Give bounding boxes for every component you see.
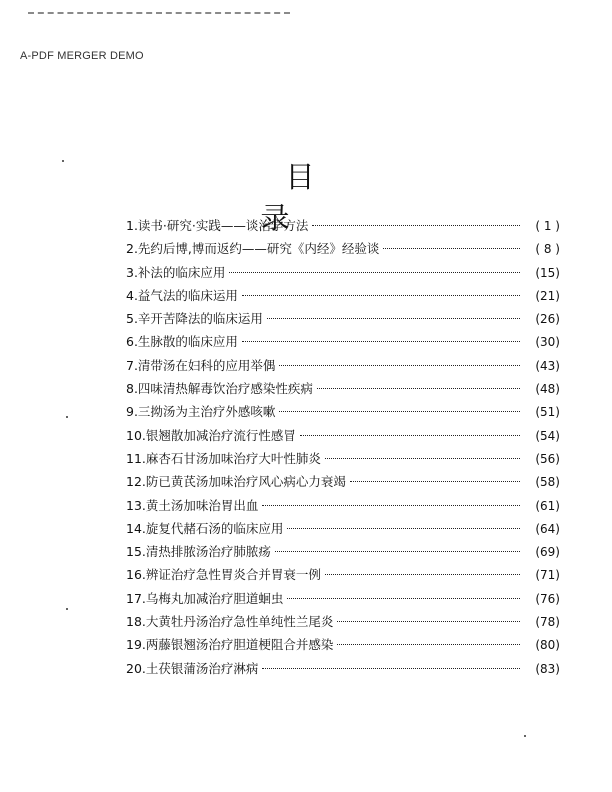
toc-leader-dots — [325, 458, 520, 459]
toc-entry-page: (64) — [535, 521, 560, 536]
toc-entry-page: (83) — [535, 661, 560, 676]
toc-entry — [126, 449, 560, 472]
toc-entry-page: (80) — [535, 638, 560, 653]
scan-speck — [66, 608, 68, 610]
toc-entry-page: (26) — [535, 312, 560, 327]
toc-entry-title: 15.清热排脓汤治疗肺脓疡 — [126, 544, 271, 560]
toc-entry-page: (56) — [535, 451, 560, 466]
toc-entry-page: (15) — [535, 265, 560, 280]
toc-entry-title: 1.读书·研究·实践——谈治学方法 — [126, 218, 309, 233]
toc-entry-page: (51) — [535, 405, 560, 420]
toc-leader-dots — [312, 225, 520, 226]
toc-entry — [126, 659, 560, 682]
toc-entry-title: 6.生脉散的临床应用 — [126, 334, 238, 350]
toc-leader-dots — [267, 318, 520, 319]
toc-entry — [126, 612, 560, 635]
toc-entry-title: 13.黄土汤加味治胃出血 — [126, 497, 259, 513]
toc-entry-title: 5.辛开苦降法的临床运用 — [126, 311, 263, 327]
toc-entry — [126, 565, 560, 588]
toc-entry-page: (58) — [535, 475, 560, 490]
toc-leader-dots — [317, 388, 520, 389]
toc-entry-page: (71) — [535, 568, 560, 583]
toc-entry-page: (78) — [535, 615, 560, 630]
toc-entry — [126, 519, 560, 542]
toc-entry-page: (30) — [535, 335, 560, 350]
toc-entry-page: (61) — [535, 498, 560, 513]
toc-leader-dots — [287, 528, 520, 529]
toc-entry-title: 7.清带汤在妇科的应用举偶 — [126, 357, 276, 373]
page-title: 目 录 — [260, 160, 365, 235]
toc-entry-page: (21) — [535, 288, 560, 303]
toc-leader-dots — [242, 295, 520, 296]
toc-entry-page: ( 8 ) — [535, 242, 560, 257]
toc-leader-dots — [279, 411, 520, 412]
toc-leader-dots — [262, 505, 520, 506]
toc-entry — [126, 216, 560, 239]
table-of-contents — [126, 216, 560, 682]
toc-entry-title: 20.土茯银蒲汤治疗淋病 — [126, 660, 259, 676]
toc-leader-dots — [383, 248, 520, 249]
toc-entry-page: (54) — [535, 428, 560, 443]
watermark-text: A-PDF MERGER DEMO — [20, 50, 144, 62]
toc-entry — [126, 589, 560, 612]
toc-entry-title: 16.辨证治疗急性胃炎合并胃衰一例 — [126, 567, 321, 583]
toc-leader-dots — [279, 365, 520, 366]
toc-entry-title: 3.补法的临床应用 — [126, 264, 226, 280]
toc-entry — [126, 286, 560, 309]
toc-entry — [126, 496, 560, 519]
toc-entry — [126, 402, 560, 425]
scan-speck — [66, 416, 68, 418]
toc-entry-page: ( 1 ) — [535, 219, 560, 233]
toc-entry — [126, 309, 560, 332]
toc-leader-dots — [350, 481, 520, 482]
toc-entry-title: 19.两藤银翘汤治疗胆道梗阻合并感染 — [126, 637, 334, 653]
scan-speck — [524, 735, 526, 737]
toc-entry — [126, 356, 560, 379]
toc-entry-title: 2.先约后博,博而返约——研究《内经》经验谈 — [126, 241, 380, 257]
toc-entry — [126, 635, 560, 658]
toc-leader-dots — [229, 272, 520, 273]
toc-leader-dots — [337, 644, 520, 645]
toc-entry-title: 8.四味清热解毒饮治疗感染性疾病 — [126, 381, 313, 397]
toc-entry-title: 11.麻杏石甘汤加味治疗大叶性肺炎 — [126, 450, 321, 466]
toc-entry-page: (43) — [535, 358, 560, 373]
toc-entry-title: 18.大黄牡丹汤治疗急性单纯性兰尾炎 — [126, 614, 334, 630]
toc-entry — [126, 239, 560, 262]
toc-leader-dots — [325, 574, 520, 575]
toc-leader-dots — [300, 435, 520, 436]
toc-entry-title: 9.三拗汤为主治疗外感咳嗽 — [126, 404, 276, 420]
toc-entry-page: (48) — [535, 382, 560, 397]
toc-entry — [126, 379, 560, 402]
toc-entry-title: 12.防已黄芪汤加味治疗风心病心力衰竭 — [126, 474, 346, 490]
top-dash-line — [28, 12, 290, 14]
toc-entry — [126, 472, 560, 495]
toc-entry-page: (76) — [535, 591, 560, 606]
toc-leader-dots — [275, 551, 520, 552]
toc-leader-dots — [337, 621, 520, 622]
toc-entry-page: (69) — [535, 545, 560, 560]
toc-entry — [126, 332, 560, 355]
toc-entry — [126, 542, 560, 565]
toc-entry-title: 4.益气法的临床运用 — [126, 287, 238, 303]
toc-entry-title: 14.旋复代赭石汤的临床应用 — [126, 520, 284, 536]
scan-speck — [62, 160, 64, 162]
toc-leader-dots — [262, 668, 520, 669]
toc-leader-dots — [242, 341, 520, 342]
toc-entry — [126, 263, 560, 286]
toc-leader-dots — [287, 598, 520, 599]
toc-entry-title: 17.乌梅丸加减治疗胆道蛔虫 — [126, 590, 284, 606]
toc-entry-title: 10.银翘散加减治疗流行性感冒 — [126, 427, 296, 443]
toc-entry — [126, 426, 560, 449]
